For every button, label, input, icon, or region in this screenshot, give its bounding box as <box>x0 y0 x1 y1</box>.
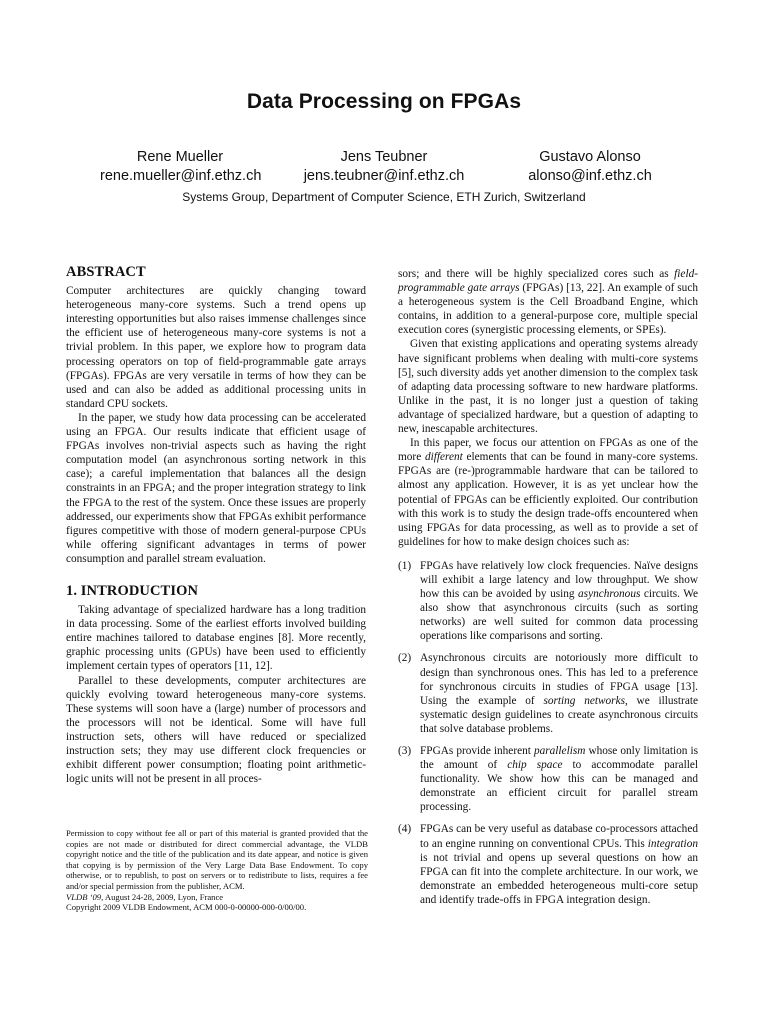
text-run: Asynchronous circuits are notoriously more difficult to design than synchronous ones. This has led to a preference for synchronous circuits in studies of FPGA usage [13]. Using the example of <box>420 652 698 707</box>
emphasis: VLDB ‘09, <box>66 891 104 902</box>
text-run: FPGAs can be very useful as database co-processors attached to an engine running on conventional CPUs. This <box>420 823 698 850</box>
list-number: (3) <box>398 745 412 757</box>
text-run: FPGAs have relatively low clock frequencies. Naïve designs will exhibit a large latency and low throughput. We show how this can be avoided by using <box>420 559 698 601</box>
emphasis: field-programmable gate arrays <box>398 268 698 295</box>
emphasis: chip space <box>507 759 563 772</box>
author-email: alonso@inf.ethz.ch <box>528 168 652 184</box>
author-2 <box>300 148 468 186</box>
permission-notice: Permission to copy without fee all or part of this material is granted provided that the copies are not made or distributed for direct commercial advantage, the VLDB copyright notice and the title of the publication and its date appear, and notice is given that copying is by permission of the Very Large Data Base Endowment. To copy otherwise, or to republish, to post on servers or to redistribute to lists, requires a fee and/or special permission from the publisher, ACM. <box>66 828 368 891</box>
text-run: In this paper, we focus our attention on FPGAs as one of the more <box>398 437 698 464</box>
text-run: FPGAs provide inherent <box>420 745 534 757</box>
list-number: (2) <box>398 652 412 665</box>
copyright-footnote <box>66 828 368 913</box>
emphasis: different <box>424 451 463 464</box>
author-name: Rene Mueller <box>136 149 224 165</box>
text-run: to accommodate parallel functionality. We show how this can be managed and demonstrate an efficient circuit for parallel stream processing. <box>420 759 698 814</box>
abstract-paragraph-1: Computer architectures are quickly changing toward heterogeneous many-core systems. Such a trend opens up interesting opportunities but also raises immense challenges since the efficient use of heterogeneous many-core systems is not a trivial problem. In this paper, we explore how to program data processing operators on top of field-programmable gate arrays (FPGAs). FPGAs are very versatile in terms of how they can be used and can also be added as additional processing units in standard CPU sockets. <box>66 285 366 410</box>
right-paragraph-1 <box>398 267 698 337</box>
left-column <box>66 265 366 786</box>
emphasis: integration <box>647 837 698 850</box>
text-run: (FPGAs) [13, 22]. An example of such a heterogeneous system is the Cell Broadband Engine, which contains, in addition to a general-purpose core, multiple special execution cores (synergistic processing elements, or SPEs). <box>398 282 698 337</box>
intro-paragraph-2: Parallel to these developments, computer architectures are quickly evolving toward heterogeneous many-core systems. These systems will soon have a (large) number of processors and the processors will not be identical. Some will have full instruction sets, others will have reduced or specialized instruction sets; they may use different clock frequencies or exhibit different power consumption; floating point arithmetic-logic units will not be present in all proces- <box>66 674 366 786</box>
abstract-paragraph-2: In the paper, we study how data processing can be accelerated using an FPGA. Our results indicate that efficient usage of FPGAs involves non-trivial aspects such as having the right computation model (an asynchronous sorting network in this case); a careful implementation that balances all the design constraints in an FPGA; and the proper integration strategy to link the FPGA to the rest of the system. Once these issues are properly addressed, our experiments show that FPGAs exhibit performance figures competitive with those of modern general-purpose CPUs while offering significant advantages in terms of power consumption and parallel stream evaluation. <box>66 411 366 565</box>
text-run: August 24-28, 2009, Lyon, France <box>103 891 224 902</box>
right-paragraph-3 <box>398 436 698 549</box>
intro-paragraph-1: Taking advantage of specialized hardware has a long tradition in data processing. Some of the earliest efforts involved building entire machines tailored to database engines [8]. More recently, graphic processing units (GPUs) have been used to efficiently implement certain types of operators [11, 12]. <box>66 604 366 673</box>
venue-line <box>66 892 368 903</box>
list-number: (4) <box>398 823 412 836</box>
list-item <box>398 744 698 814</box>
text-run: whose only limitation is the amount of <box>420 745 698 772</box>
emphasis: asynchronous <box>578 588 641 601</box>
text-run: circuits. We also show that asynchronous circuits (such as sorting networks) are well suited for common data processing operations like comparisons and sorting. <box>420 588 698 643</box>
author-name: Gustavo Alonso <box>539 149 641 165</box>
author-email: rene.mueller@inf.ethz.ch <box>100 168 262 184</box>
abstract-heading: ABSTRACT <box>66 264 146 280</box>
author-3 <box>520 148 660 186</box>
right-paragraph-2: Given that existing applications and operating systems already have significant problems when dealing with multi-core systems [5], such diversity adds yet another dimension to the complex task of adapting data processing software to new hardware platforms. Unlike in the past, it is no longer just a question of taking advantage of specialized hardware, but a question of adapting to new, inescapable architectures. <box>398 338 698 436</box>
text-run: sors; and there will be highly specialized cores such as <box>398 268 675 280</box>
author-1 <box>100 148 260 186</box>
intro-heading: 1. INTRODUCTION <box>66 582 199 599</box>
list-item <box>398 651 698 736</box>
list-item <box>398 822 698 907</box>
emphasis: parallelism <box>533 745 586 757</box>
paper-title: Data Processing on FPGAs <box>246 90 522 113</box>
author-name: Jens Teubner <box>340 149 428 165</box>
text-run: elements that can be found in many-core systems. FPGAs are (re-)programmable hardware that can be tailored to almost any application. However, it is as yet unclear how the potential of FPGAs can be efficiently exploited. Our contribution with this work is to study the design trade-offs encountered when using FPGAs for data processing, as well as to provide a set of guidelines for how to make design choices such as: <box>398 451 698 548</box>
author-email: jens.teubner@inf.ethz.ch <box>303 168 465 184</box>
list-number: (1) <box>398 559 412 572</box>
list-item <box>398 559 698 644</box>
right-column <box>398 267 698 915</box>
design-choices-list <box>398 559 698 907</box>
emphasis: sorting networks <box>543 694 625 707</box>
affiliation: Systems Group, Department of Computer Science, ETH Zurich, Switzerland <box>182 190 586 204</box>
text-run: is not trivial and opens up several questions on how an FPGA can fit into the complete architecture. In our work, we demonstrate an embedded heterogeneous multi-core setup and identify trade-offs in FPGA integration design. <box>420 851 698 906</box>
copyright-line: Copyright 2009 VLDB Endowment, ACM 000-0-00000-000-0/00/00. <box>66 902 307 913</box>
text-run: , we illustrate systematic design guidelines to create asynchronous circuits that solve database problems. <box>420 694 698 735</box>
